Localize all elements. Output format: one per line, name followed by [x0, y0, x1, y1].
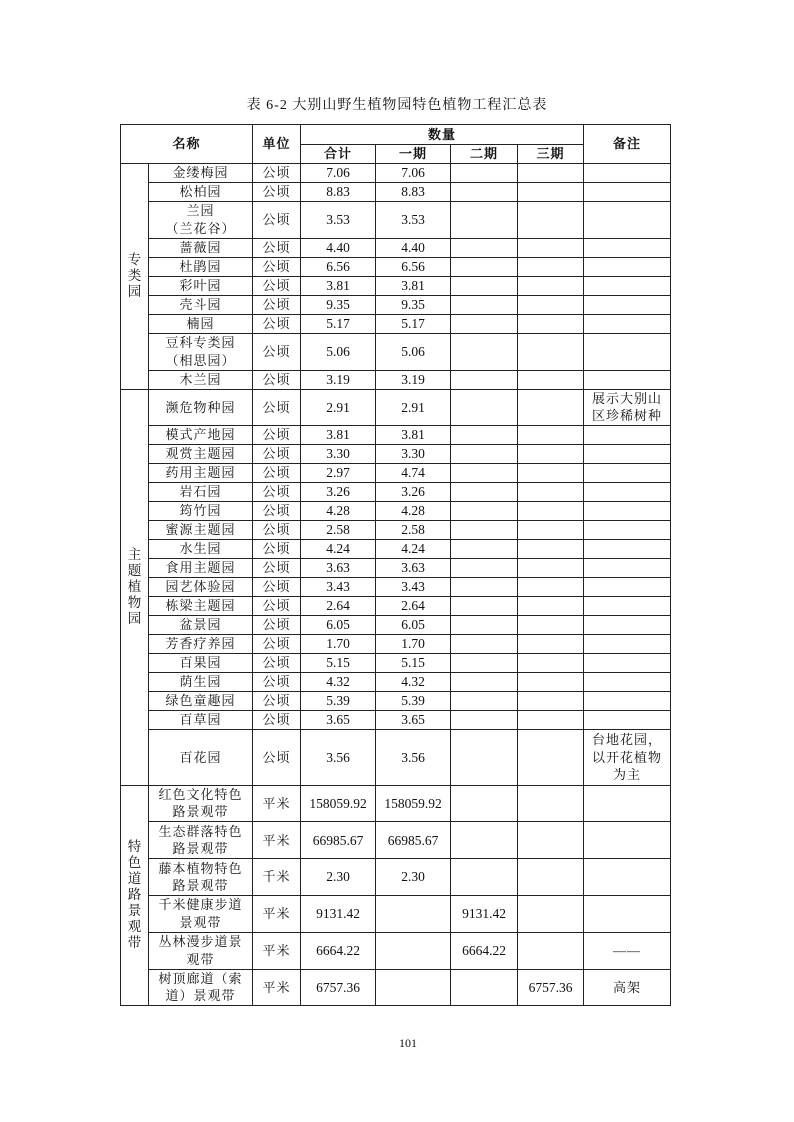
note-cell	[584, 276, 671, 295]
header-phase1: 一期	[376, 145, 451, 164]
phase2-cell	[451, 464, 518, 483]
phase3-cell	[518, 314, 584, 333]
note-cell	[584, 540, 671, 559]
table-row	[121, 257, 671, 276]
phase1-cell: 3.53	[376, 202, 451, 239]
name-cell: 药用主题园	[149, 464, 253, 483]
phase2-cell	[451, 785, 518, 822]
unit-cell: 千米	[253, 859, 301, 896]
note-cell	[584, 238, 671, 257]
phase1-cell: 2.58	[376, 521, 451, 540]
phase3-cell	[518, 785, 584, 822]
total-cell: 4.28	[301, 502, 376, 521]
phase1-cell: 3.81	[376, 426, 451, 445]
category-label: 主题植物园	[127, 547, 142, 627]
total-cell: 6.56	[301, 257, 376, 276]
table-row	[121, 540, 671, 559]
phase2-cell	[451, 389, 518, 426]
unit-cell: 公顷	[253, 389, 301, 426]
phase3-cell	[518, 635, 584, 654]
note-cell	[584, 445, 671, 464]
note-cell	[584, 333, 671, 370]
phase1-cell: 5.06	[376, 333, 451, 370]
table-row	[121, 183, 671, 202]
phase1-cell: 4.32	[376, 673, 451, 692]
note-cell	[584, 578, 671, 597]
phase2-cell	[451, 969, 518, 1006]
total-cell: 2.64	[301, 597, 376, 616]
phase1-cell: 66985.67	[376, 822, 451, 859]
header-note: 备注	[584, 125, 671, 164]
phase1-cell: 2.91	[376, 389, 451, 426]
name-cell: 蜜源主题园	[149, 521, 253, 540]
note-cell	[584, 559, 671, 578]
name-cell: 壳斗园	[149, 295, 253, 314]
phase3-cell	[518, 276, 584, 295]
name-cell: 木兰园	[149, 370, 253, 389]
note-cell	[584, 426, 671, 445]
phase3-cell	[518, 932, 584, 969]
category-label: 特色道路景观带	[127, 839, 142, 951]
phase3-cell	[518, 389, 584, 426]
phase3-cell	[518, 426, 584, 445]
phase2-cell	[451, 654, 518, 673]
unit-cell: 公顷	[253, 295, 301, 314]
phase3-cell	[518, 654, 584, 673]
phase1-cell: 3.63	[376, 559, 451, 578]
phase3-cell	[518, 202, 584, 239]
name-cell: 百果园	[149, 654, 253, 673]
note-cell	[584, 502, 671, 521]
table-row	[121, 370, 671, 389]
phase3-cell	[518, 164, 584, 183]
name-cell: 园艺体验园	[149, 578, 253, 597]
note-cell	[584, 654, 671, 673]
unit-cell: 公顷	[253, 276, 301, 295]
name-cell: 树顶廊道（索 道）景观带	[149, 969, 253, 1006]
phase2-cell	[451, 730, 518, 785]
unit-cell: 平米	[253, 822, 301, 859]
phase1-cell: 3.26	[376, 483, 451, 502]
total-cell: 8.83	[301, 183, 376, 202]
note-cell	[584, 314, 671, 333]
unit-cell: 公顷	[253, 597, 301, 616]
phase1-cell: 8.83	[376, 183, 451, 202]
category-cell	[121, 785, 149, 1006]
phase1-cell: 3.56	[376, 730, 451, 785]
phase2-cell	[451, 370, 518, 389]
phase1-cell: 6.56	[376, 257, 451, 276]
phase2-cell	[451, 238, 518, 257]
phase3-cell	[518, 370, 584, 389]
phase3-cell	[518, 521, 584, 540]
name-cell: 岩石园	[149, 483, 253, 502]
table-row	[121, 785, 671, 822]
table-body	[121, 164, 671, 1006]
table-row	[121, 932, 671, 969]
phase3-cell	[518, 692, 584, 711]
total-cell: 5.17	[301, 314, 376, 333]
table-row	[121, 616, 671, 635]
phase2-cell	[451, 635, 518, 654]
name-cell: 栋梁主题园	[149, 597, 253, 616]
phase3-cell: 6757.36	[518, 969, 584, 1006]
note-cell	[584, 822, 671, 859]
table-row	[121, 295, 671, 314]
table-row	[121, 276, 671, 295]
note-cell	[584, 183, 671, 202]
unit-cell: 公顷	[253, 502, 301, 521]
phase1-cell: 1.70	[376, 635, 451, 654]
unit-cell: 公顷	[253, 559, 301, 578]
phase2-cell	[451, 692, 518, 711]
name-cell: 筠竹园	[149, 502, 253, 521]
total-cell: 4.24	[301, 540, 376, 559]
name-cell: 金缕梅园	[149, 164, 253, 183]
unit-cell: 公顷	[253, 426, 301, 445]
total-cell: 3.65	[301, 711, 376, 730]
name-cell: 模式产地园	[149, 426, 253, 445]
phase2-cell	[451, 295, 518, 314]
table-row	[121, 895, 671, 932]
phase3-cell	[518, 445, 584, 464]
table-title: 表 6-2 大别山野生植物园特色植物工程汇总表	[246, 98, 548, 113]
phase2-cell	[451, 578, 518, 597]
note-cell: 台地花园， 以开花植物 为主	[584, 730, 671, 785]
header-quantity: 数量	[301, 125, 584, 145]
total-cell: 1.70	[301, 635, 376, 654]
unit-cell: 公顷	[253, 333, 301, 370]
table-row	[121, 673, 671, 692]
table-row	[121, 859, 671, 896]
phase2-cell	[451, 711, 518, 730]
total-cell: 2.30	[301, 859, 376, 896]
phase1-cell: 3.19	[376, 370, 451, 389]
phase2-cell	[451, 314, 518, 333]
note-cell	[584, 597, 671, 616]
header-name: 名称	[121, 125, 253, 164]
name-cell: 藤本植物特色 路景观带	[149, 859, 253, 896]
table-row	[121, 164, 671, 183]
phase2-cell	[451, 559, 518, 578]
total-cell: 3.81	[301, 276, 376, 295]
phase2-cell	[451, 483, 518, 502]
unit-cell: 平米	[253, 969, 301, 1006]
total-cell: 3.63	[301, 559, 376, 578]
table-row	[121, 426, 671, 445]
phase1-cell	[376, 895, 451, 932]
phase1-cell: 5.39	[376, 692, 451, 711]
table-row	[121, 822, 671, 859]
note-cell	[584, 164, 671, 183]
phase2-cell	[451, 257, 518, 276]
unit-cell: 平米	[253, 895, 301, 932]
table-row	[121, 483, 671, 502]
phase3-cell	[518, 673, 584, 692]
unit-cell: 公顷	[253, 257, 301, 276]
summary-table	[120, 124, 671, 1006]
phase3-cell	[518, 578, 584, 597]
phase1-cell: 4.40	[376, 238, 451, 257]
table-row	[121, 711, 671, 730]
unit-cell: 平米	[253, 785, 301, 822]
name-cell: 观赏主题园	[149, 445, 253, 464]
total-cell: 6664.22	[301, 932, 376, 969]
unit-cell: 公顷	[253, 370, 301, 389]
note-cell	[584, 464, 671, 483]
phase1-cell: 4.24	[376, 540, 451, 559]
table-row	[121, 502, 671, 521]
phase3-cell	[518, 559, 584, 578]
name-cell: 水生园	[149, 540, 253, 559]
unit-cell: 公顷	[253, 314, 301, 333]
note-cell	[584, 483, 671, 502]
phase2-cell	[451, 426, 518, 445]
unit-cell: 公顷	[253, 238, 301, 257]
note-cell	[584, 616, 671, 635]
unit-cell: 公顷	[253, 445, 301, 464]
note-cell	[584, 859, 671, 896]
unit-cell: 公顷	[253, 464, 301, 483]
total-cell: 3.26	[301, 483, 376, 502]
phase2-cell	[451, 540, 518, 559]
phase2-cell	[451, 445, 518, 464]
category-label: 专类园	[127, 252, 142, 300]
phase2-cell	[451, 521, 518, 540]
name-cell: 百草园	[149, 711, 253, 730]
phase3-cell	[518, 711, 584, 730]
table-row	[121, 597, 671, 616]
total-cell: 2.58	[301, 521, 376, 540]
phase1-cell: 4.28	[376, 502, 451, 521]
phase1-cell: 9.35	[376, 295, 451, 314]
table-row	[121, 730, 671, 785]
phase3-cell	[518, 895, 584, 932]
phase1-cell	[376, 969, 451, 1006]
name-cell: 杜鹃园	[149, 257, 253, 276]
phase1-cell: 158059.92	[376, 785, 451, 822]
total-cell: 5.15	[301, 654, 376, 673]
phase3-cell	[518, 238, 584, 257]
unit-cell: 公顷	[253, 673, 301, 692]
name-cell: 芳香疗养园	[149, 635, 253, 654]
phase3-cell	[518, 730, 584, 785]
table-row	[121, 464, 671, 483]
total-cell: 3.43	[301, 578, 376, 597]
note-cell	[584, 692, 671, 711]
note-cell	[584, 673, 671, 692]
table-row	[121, 445, 671, 464]
phase3-cell	[518, 257, 584, 276]
name-cell: 濒危物种园	[149, 389, 253, 426]
table-row	[121, 314, 671, 333]
note-cell	[584, 370, 671, 389]
phase1-cell: 3.81	[376, 276, 451, 295]
total-cell: 158059.92	[301, 785, 376, 822]
header-phase2: 二期	[451, 145, 518, 164]
note-cell	[584, 521, 671, 540]
table-row	[121, 521, 671, 540]
name-cell: 食用主题园	[149, 559, 253, 578]
phase2-cell	[451, 597, 518, 616]
table-row	[121, 559, 671, 578]
phase2-cell	[451, 276, 518, 295]
unit-cell: 公顷	[253, 711, 301, 730]
unit-cell: 公顷	[253, 202, 301, 239]
total-cell: 9131.42	[301, 895, 376, 932]
table-row	[121, 692, 671, 711]
note-cell: ——	[584, 932, 671, 969]
total-cell: 3.19	[301, 370, 376, 389]
total-cell: 3.53	[301, 202, 376, 239]
note-cell	[584, 295, 671, 314]
total-cell: 4.32	[301, 673, 376, 692]
phase2-cell	[451, 822, 518, 859]
unit-cell: 公顷	[253, 616, 301, 635]
phase2-cell	[451, 183, 518, 202]
total-cell: 2.91	[301, 389, 376, 426]
phase2-cell	[451, 616, 518, 635]
phase3-cell	[518, 295, 584, 314]
name-cell: 盆景园	[149, 616, 253, 635]
unit-cell: 公顷	[253, 483, 301, 502]
name-cell: 百花园	[149, 730, 253, 785]
total-cell: 9.35	[301, 295, 376, 314]
phase3-cell	[518, 483, 584, 502]
total-cell: 6757.36	[301, 969, 376, 1006]
unit-cell: 公顷	[253, 578, 301, 597]
total-cell: 6.05	[301, 616, 376, 635]
total-cell: 7.06	[301, 164, 376, 183]
unit-cell: 平米	[253, 932, 301, 969]
note-cell	[584, 635, 671, 654]
note-cell	[584, 711, 671, 730]
phase2-cell: 6664.22	[451, 932, 518, 969]
note-cell: 高架	[584, 969, 671, 1006]
header-phase3: 三期	[518, 145, 584, 164]
table-row	[121, 635, 671, 654]
note-cell	[584, 785, 671, 822]
phase1-cell: 2.64	[376, 597, 451, 616]
phase1-cell	[376, 932, 451, 969]
name-cell: 红色文化特色 路景观带	[149, 785, 253, 822]
name-cell: 蔷薇园	[149, 238, 253, 257]
unit-cell: 公顷	[253, 183, 301, 202]
phase3-cell	[518, 183, 584, 202]
phase3-cell	[518, 822, 584, 859]
total-cell: 4.40	[301, 238, 376, 257]
unit-cell: 公顷	[253, 540, 301, 559]
total-cell: 2.97	[301, 464, 376, 483]
name-cell: 绿色童趣园	[149, 692, 253, 711]
total-cell: 5.06	[301, 333, 376, 370]
phase1-cell: 6.05	[376, 616, 451, 635]
name-cell: 丛林漫步道景 观带	[149, 932, 253, 969]
table-row	[121, 238, 671, 257]
phase3-cell	[518, 540, 584, 559]
unit-cell: 公顷	[253, 692, 301, 711]
table-row	[121, 389, 671, 426]
name-cell: 荫生园	[149, 673, 253, 692]
phase2-cell	[451, 164, 518, 183]
phase3-cell	[518, 616, 584, 635]
unit-cell: 公顷	[253, 164, 301, 183]
category-cell	[121, 164, 149, 390]
note-cell	[584, 202, 671, 239]
unit-cell: 公顷	[253, 635, 301, 654]
phase3-cell	[518, 597, 584, 616]
table-row	[121, 202, 671, 239]
total-cell: 3.30	[301, 445, 376, 464]
name-cell: 彩叶园	[149, 276, 253, 295]
table-row	[121, 333, 671, 370]
phase1-cell: 3.30	[376, 445, 451, 464]
total-cell: 3.81	[301, 426, 376, 445]
table-row	[121, 969, 671, 1006]
name-cell: 生态群落特色 路景观带	[149, 822, 253, 859]
name-cell: 松柏园	[149, 183, 253, 202]
phase2-cell	[451, 502, 518, 521]
phase1-cell: 2.30	[376, 859, 451, 896]
total-cell: 66985.67	[301, 822, 376, 859]
header-unit: 单位	[253, 125, 301, 164]
phase1-cell: 3.43	[376, 578, 451, 597]
header-total: 合计	[301, 145, 376, 164]
phase2-cell: 9131.42	[451, 895, 518, 932]
unit-cell: 公顷	[253, 654, 301, 673]
phase2-cell	[451, 859, 518, 896]
phase1-cell: 5.15	[376, 654, 451, 673]
note-cell	[584, 895, 671, 932]
phase2-cell	[451, 333, 518, 370]
table-header	[121, 125, 671, 164]
phase1-cell: 4.74	[376, 464, 451, 483]
phase1-cell: 3.65	[376, 711, 451, 730]
category-cell	[121, 389, 149, 785]
phase3-cell	[518, 464, 584, 483]
phase3-cell	[518, 502, 584, 521]
phase1-cell: 5.17	[376, 314, 451, 333]
total-cell: 3.56	[301, 730, 376, 785]
name-cell: 千米健康步道 景观带	[149, 895, 253, 932]
total-cell: 5.39	[301, 692, 376, 711]
phase1-cell: 7.06	[376, 164, 451, 183]
phase2-cell	[451, 673, 518, 692]
table-row	[121, 654, 671, 673]
name-cell: 豆科专类园 （相思园）	[149, 333, 253, 370]
name-cell: 楠园	[149, 314, 253, 333]
phase3-cell	[518, 333, 584, 370]
unit-cell: 公顷	[253, 730, 301, 785]
table-row	[121, 578, 671, 597]
phase3-cell	[518, 859, 584, 896]
phase2-cell	[451, 202, 518, 239]
page-number: 101	[399, 1036, 417, 1050]
header-row	[121, 125, 671, 145]
note-cell	[584, 257, 671, 276]
unit-cell: 公顷	[253, 521, 301, 540]
name-cell: 兰园 （兰花谷）	[149, 202, 253, 239]
note-cell: 展示大别山 区珍稀树种	[584, 389, 671, 426]
